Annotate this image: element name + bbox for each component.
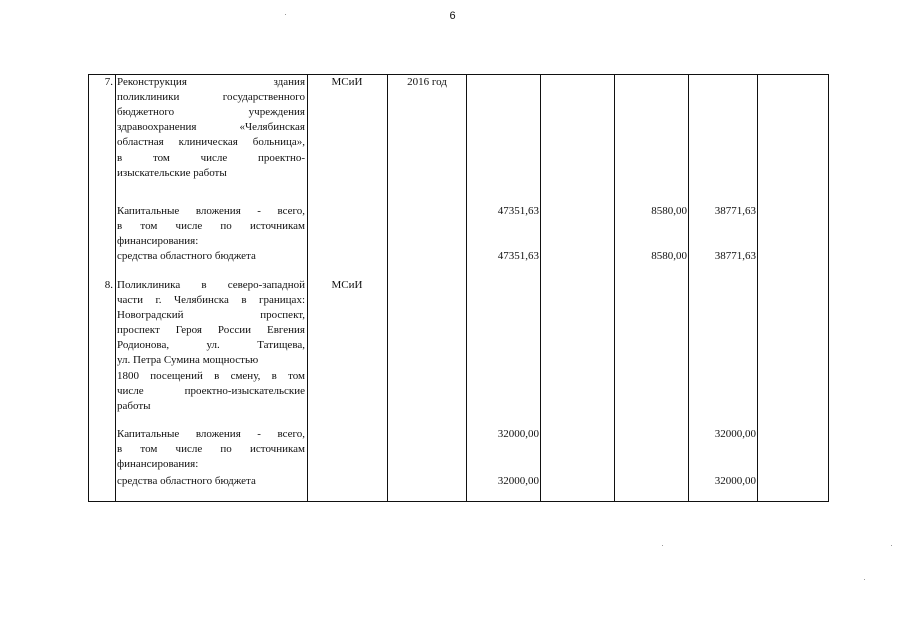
object-title-line: части г. Челябинска в границах: [117, 294, 305, 306]
budget-col-d: 38771,63 [714, 250, 756, 262]
capital-total: 47351,63 [497, 205, 539, 217]
object-title-line: поликлиники государственного [117, 91, 305, 103]
capital-col-d: 38771,63 [714, 205, 756, 217]
executor: МСиИ [331, 279, 363, 291]
executor: МСиИ [331, 76, 363, 88]
object-title-line: изыскательские работы [117, 167, 227, 179]
capital-line: в том числе по источникам [117, 220, 305, 232]
object-title-line: ул. Петра Сумина мощностью [117, 354, 259, 366]
scan-speck [662, 545, 663, 546]
capital-col-d: 32000,00 [714, 428, 756, 440]
object-title-line: числе проектно-изыскательские [117, 385, 305, 397]
budget-label: средства областного бюджета [117, 250, 256, 262]
period: 2016 год [407, 76, 447, 88]
capital-col-c: 8580,00 [651, 205, 687, 217]
budget-label: средства областного бюджета [117, 475, 256, 487]
object-title-line: работы [117, 400, 151, 412]
column-divider [387, 74, 388, 502]
budget-total: 32000,00 [497, 475, 539, 487]
object-title-line: Новоградский проспект, [117, 309, 305, 321]
budget-col-c: 8580,00 [651, 250, 687, 262]
object-title-line: 1800 посещений в смену, в том [117, 370, 305, 382]
column-divider [757, 74, 758, 502]
capital-line: Капитальные вложения - всего, [117, 205, 305, 217]
budget-col-d: 32000,00 [714, 475, 756, 487]
column-divider [540, 74, 541, 502]
capital-line: Капитальные вложения - всего, [117, 428, 305, 440]
column-divider [115, 74, 116, 502]
object-title-line: Реконструкция здания [117, 76, 305, 88]
scan-speck [864, 579, 865, 580]
object-title-line: проспект Героя России Евгения [117, 324, 305, 336]
budget-total: 47351,63 [497, 250, 539, 262]
page-number: 6 [449, 10, 456, 22]
capital-line: в том числе по источникам [117, 443, 305, 455]
object-title-line: в том числе проектно- [117, 152, 305, 164]
capital-total: 32000,00 [497, 428, 539, 440]
capital-line: финансирования: [117, 458, 199, 470]
object-title-line: Родионова, ул. Татищева, [117, 339, 305, 351]
scan-speck [285, 14, 286, 15]
object-title-line: областная клиническая больница», [117, 136, 305, 148]
scan-speck [891, 545, 892, 546]
column-divider [614, 74, 615, 502]
object-title-line: здравоохранения «Челябинская [117, 121, 305, 133]
object-title-line: бюджетного учреждения [117, 106, 305, 118]
row-index: 8. [104, 279, 113, 291]
object-title-line: Поликлиника в северо-западной [117, 279, 305, 291]
row-index: 7. [104, 76, 113, 88]
capital-line: финансирования: [117, 235, 199, 247]
